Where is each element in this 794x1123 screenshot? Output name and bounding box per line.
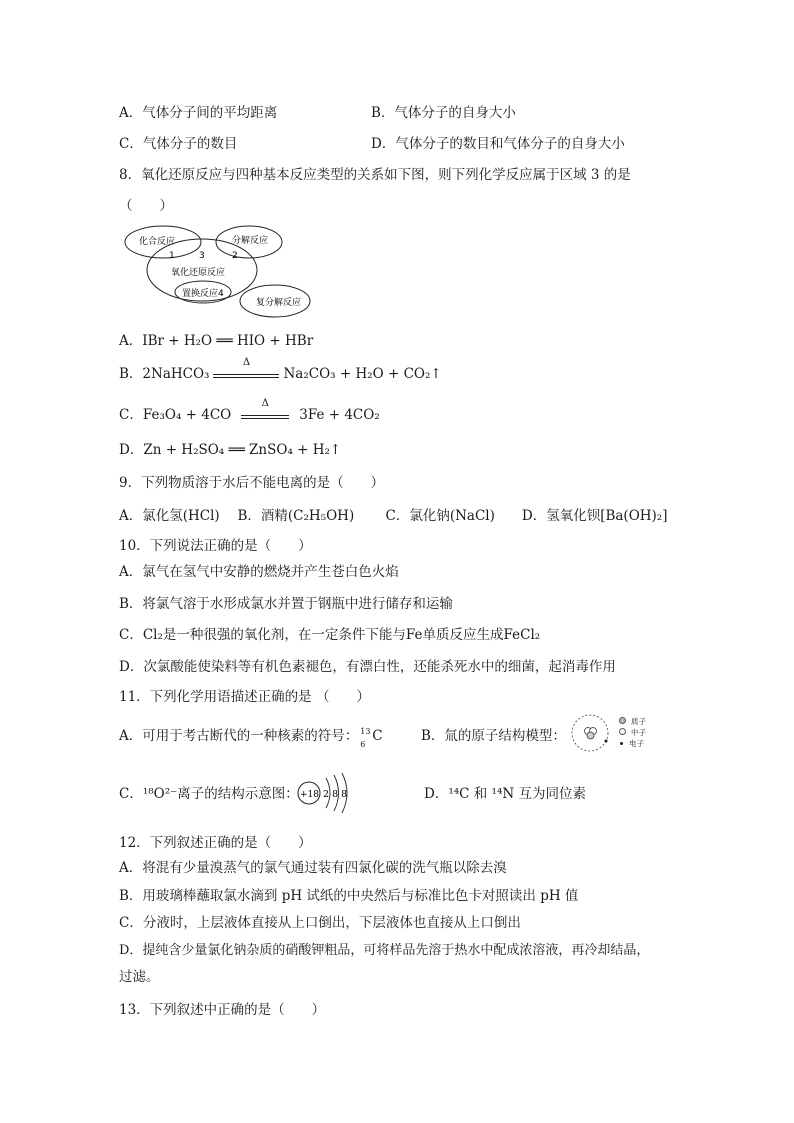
q8-stem: 8．氧化还原反应与四种基本反应类型的关系如下图，则下列化学反应属于区域 3 的是 xyxy=(119,167,631,183)
reaction-type-venn-diagram xyxy=(119,222,319,322)
nucleus-charge: +18 xyxy=(300,790,319,800)
q10-option-d: D．次氯酸能使染料等有机色素褪色，有漂白性，还能杀死水中的细菌，起消毒作用 xyxy=(119,659,616,675)
tritium-atom-model-icon xyxy=(570,713,610,753)
region-3: 3 xyxy=(199,251,205,261)
region-2: 2 xyxy=(232,251,238,261)
q12-option-d-line1: D．提纯含少量氯化钠杂质的硝酸钾粗品，可将样品先溶于热水中配成浓溶液，再冷却结晶， xyxy=(119,943,650,958)
label-combination: 化合反应 xyxy=(139,237,176,247)
q11-option-c: C．¹⁸O²⁻离子的结构示意图： xyxy=(119,786,299,802)
q11-option-b: B．氚的原子结构模型： xyxy=(421,728,566,744)
q8-option-c-products: 3Fe + 4CO₂ xyxy=(299,407,380,423)
element-symbol: C xyxy=(372,728,383,744)
q10-option-c: C．Cl₂是一种很强的氧化剂，在一定条件下能与Fe单质反应生成FeCl₂ xyxy=(119,627,541,643)
legend-neutron: 中子 xyxy=(619,727,646,738)
q11-option-d: D．¹⁴C 和 ¹⁴N 互为同位素 xyxy=(424,786,586,802)
q12-option-b: B．用玻璃棒蘸取氯水滴到 pH 试纸的中央然后与标准比色卡对照读出 pH 值 xyxy=(119,888,579,904)
q11-option-a xyxy=(119,726,383,749)
atomic-number: 6 xyxy=(360,739,366,749)
q12-option-d-line2: 过滤。 xyxy=(119,969,160,985)
q12-stem: 12．下列叙述正确的是（ ） xyxy=(119,835,312,851)
label-double-decomposition: 复分解反应 xyxy=(256,298,302,308)
q8-option-c-label: C． xyxy=(119,407,143,423)
mass-number: 13 xyxy=(360,726,371,736)
q7-option-c: C．气体分子的数目 xyxy=(119,136,238,152)
q8-option-b xyxy=(119,356,442,384)
q8-option-b-products: Na₂CO₃ + H₂O + CO₂↑ xyxy=(283,366,442,382)
heat-condition-arrow xyxy=(213,356,279,384)
q7-option-b: B．气体分子的自身大小 xyxy=(371,105,516,121)
q7-option-d: D．气体分子的数目和气体分子的自身大小 xyxy=(371,136,625,152)
heat-condition-arrow xyxy=(241,397,289,425)
legend-electron: 电子 xyxy=(619,738,646,749)
heat-symbol: Δ xyxy=(242,356,251,368)
q8-option-d xyxy=(119,441,341,459)
q9-stem: 9．下列物质溶于水后不能电离的是（ ） xyxy=(119,475,385,491)
q8-option-a-label: A． xyxy=(119,333,143,349)
electron-shells: 2 8 8 xyxy=(323,789,348,800)
q12-option-a: A．将混有少量溴蒸气的氯气通过装有四氯化碳的洗气瓶以除去溴 xyxy=(119,860,507,876)
q10-stem: 10．下列说法正确的是（ ） xyxy=(119,538,312,554)
ion-structure-diagram xyxy=(296,770,358,816)
q12-option-c: C．分液时，上层液体直接从上口倒出，下层液体也直接从上口倒出 xyxy=(119,915,521,931)
legend-proton: 质子 xyxy=(619,716,646,727)
q10-option-a: A．氯气在氢气中安静的燃烧并产生苍白色火焰 xyxy=(119,564,399,580)
q8-option-c-reactants: Fe₃O₄ + 4CO xyxy=(142,407,232,423)
label-decomposition: 分解反应 xyxy=(232,236,269,246)
region-1: 1 xyxy=(169,251,175,261)
nuclide-symbol xyxy=(358,726,372,749)
q8-option-d-equation: Zn + H₂SO₄ ══ ZnSO₄ + H₂↑ xyxy=(143,442,342,458)
q10-option-b: B．将氯气溶于水形成氯水并置于钢瓶中进行储存和运输 xyxy=(119,596,453,612)
q11-option-a-text: A．可用于考古断代的一种核素的符号： xyxy=(119,728,359,744)
q8-option-c xyxy=(119,397,380,425)
q8-option-a-equation: IBr + H₂O ══ HIO + HBr xyxy=(142,333,314,349)
q13-stem: 13．下列叙述中正确的是（ ） xyxy=(119,1002,326,1018)
q8-option-d-label: D． xyxy=(119,442,144,458)
heat-symbol: Δ xyxy=(261,397,269,409)
q8-paren: （ ） xyxy=(119,198,173,214)
q8-option-a xyxy=(119,332,313,350)
q8-option-b-reactants: 2NaHCO₃ xyxy=(142,366,210,382)
label-redox: 氧化还原反应 xyxy=(171,268,226,278)
label-displacement: 置换反应4 xyxy=(182,289,224,299)
q8-option-b-label: B． xyxy=(119,366,143,382)
q11-stem: 11．下列化学用语描述正确的是 （ ） xyxy=(119,689,370,705)
q7-option-a: A．气体分子间的平均距离 xyxy=(119,105,278,121)
q9-options: A．氯化氢(HCl) B．酒精(C₂H₅OH) C．氯化钠(NaCl) D．氢氧化钡[Ba(OH)₂] xyxy=(119,508,668,524)
atom-model-legend xyxy=(619,716,646,749)
